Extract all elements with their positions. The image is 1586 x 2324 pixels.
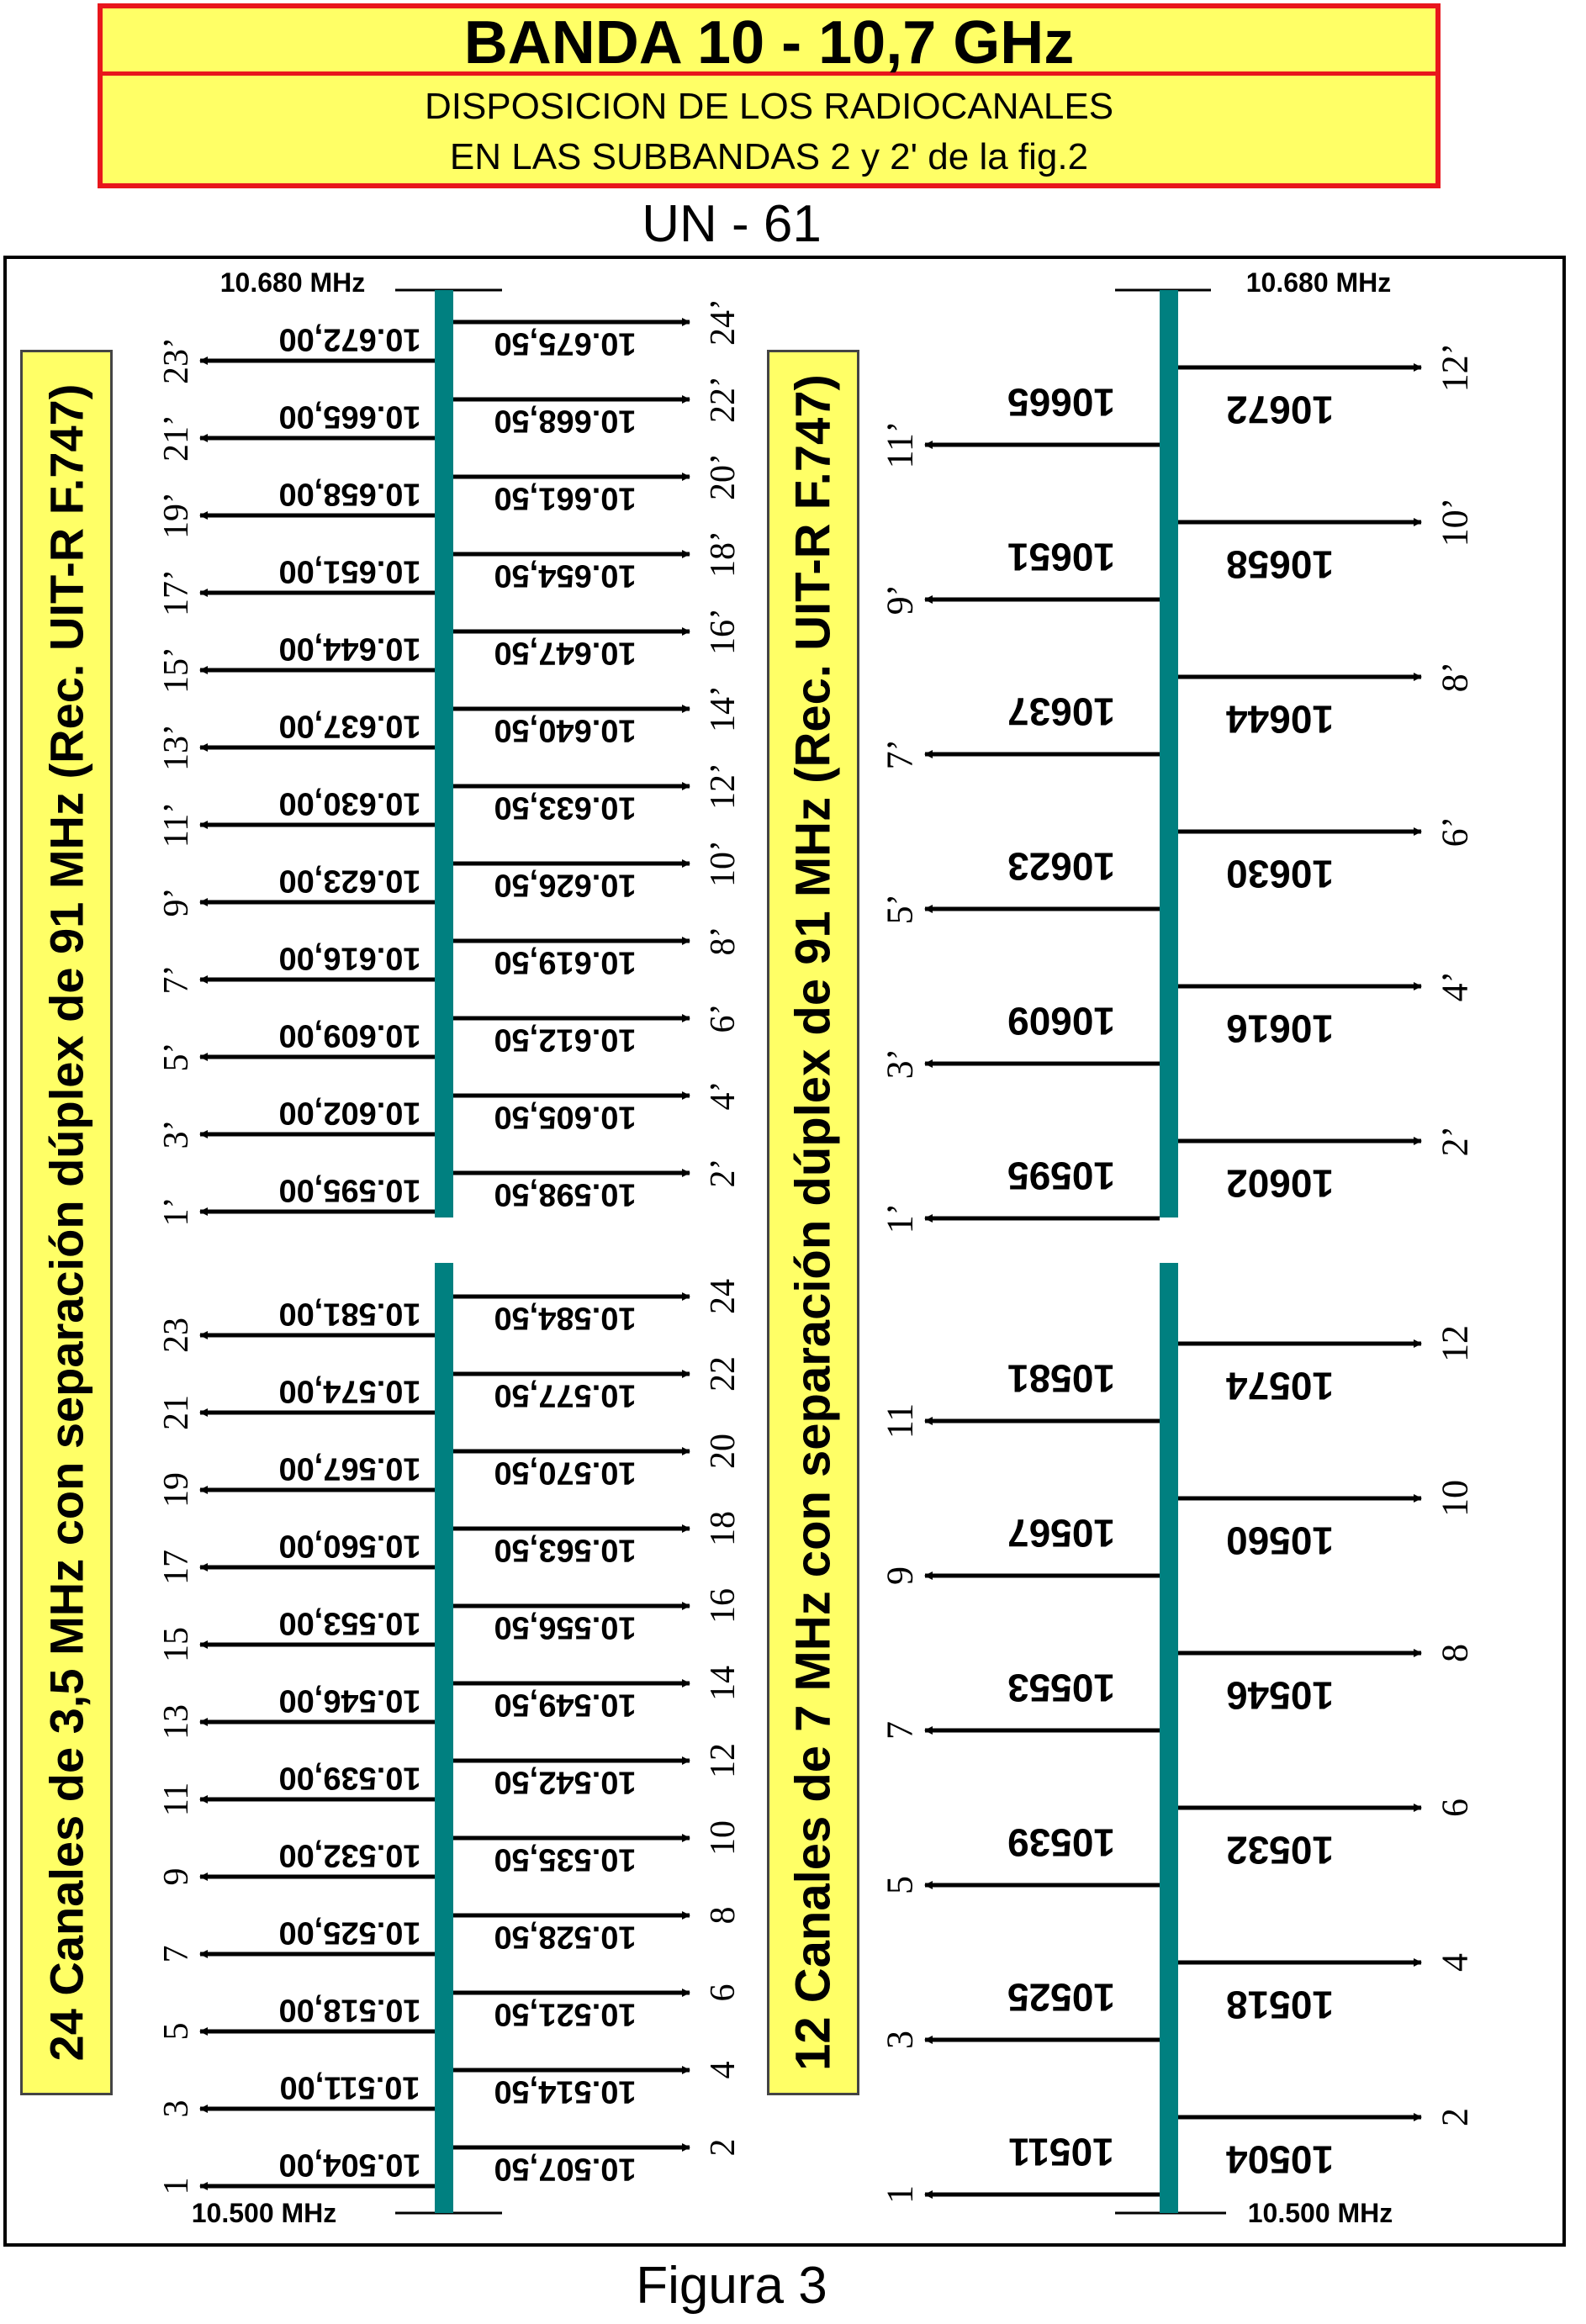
right-plan-lower-right-freq: 10518 — [1226, 1983, 1334, 2027]
left-plan-upper-left-freq: 10.665,00 — [278, 399, 421, 435]
left-plan-lower-right-freq: 10.549,50 — [494, 1687, 637, 1723]
right-plan-side-text: 12 Canales de 7 MHz con separación dúplex de 91 MHz (Rec. UIT-R F.747) — [785, 374, 841, 2071]
left-plan-upper-right-freq: 10.626,50 — [494, 867, 637, 903]
right-plan-upper-right-channel: 4’ — [1434, 970, 1476, 1002]
left-plan-lower-left-freq: 10.525,00 — [278, 1915, 421, 1951]
left-plan-lower-left-channel: 7 — [157, 1945, 196, 1963]
left-plan-top-freq: 10.680 MHz — [219, 267, 366, 298]
left-plan-upper-right-freq: 10.654,50 — [494, 557, 637, 594]
left-plan-lower-right-channel: 2 — [704, 2138, 743, 2157]
left-plan-lower-left-freq: 10.560,00 — [278, 1528, 421, 1564]
left-plan-lower-right-freq: 10.542,50 — [494, 1764, 637, 1800]
right-plan-upper-left-freq: 10651 — [1007, 535, 1115, 579]
right-plan-upper-left-channel: 1’ — [879, 1202, 921, 1234]
right-plan-lower-right-freq: 10560 — [1226, 1519, 1334, 1563]
left-plan-upper-left-freq: 10.672,00 — [278, 321, 421, 357]
left-plan-lower-right-freq: 10.535,50 — [494, 1841, 637, 1878]
left-plan-lower-right-channel: 4 — [704, 2061, 743, 2079]
right-plan-lower-left-freq: 10553 — [1007, 1666, 1115, 1710]
right-plan-upper-right-channel: 8’ — [1434, 661, 1476, 693]
right-plan-lower-channel-bar — [1160, 1263, 1178, 2213]
left-plan-upper-right-freq: 10.647,50 — [494, 635, 637, 671]
right-plan-lower-left-channel: 3 — [879, 2031, 921, 2049]
left-plan-upper-right-freq: 10.598,50 — [494, 1176, 637, 1212]
right-plan-lower-left-channel: 11 — [879, 1402, 921, 1439]
right-plan-lower-right-channel: 2 — [1434, 2108, 1476, 2126]
left-plan-upper-right-channel: 14’ — [704, 685, 743, 732]
left-plan-side-text: 24 Canales de 3,5 MHz con separación dúplex de 91 MHz (Rec. UIT-R F.747) — [40, 383, 93, 2062]
left-plan-lower-right-channel: 20 — [704, 1434, 743, 1469]
left-plan-upper-left-freq: 10.609,00 — [278, 1017, 421, 1054]
right-plan-upper-right-channel: 6’ — [1434, 816, 1476, 848]
left-plan-lower-left-freq: 10.546,00 — [278, 1682, 421, 1719]
left-plan-lower-right-channel: 22 — [704, 1356, 743, 1392]
left-plan-upper-right-channel: 12’ — [704, 763, 743, 810]
left-plan-lower-left-channel: 21 — [157, 1395, 196, 1430]
left-plan-lower-left-freq: 10.504,00 — [278, 2147, 421, 2183]
right-plan-lower-right-channel: 10 — [1434, 1480, 1476, 1517]
right-plan-upper-left-channel: 7’ — [879, 738, 921, 770]
left-plan-upper-right-freq: 10.640,50 — [494, 712, 637, 748]
right-plan-top-freq: 10.680 MHz — [1245, 267, 1392, 298]
left-plan-lower-right-freq: 10.528,50 — [494, 1919, 637, 1955]
right-plan-upper-left-channel: 11’ — [879, 420, 921, 469]
left-plan-upper-left-freq: 10.630,00 — [278, 785, 421, 821]
left-plan-upper-right-freq: 10.668,50 — [494, 403, 637, 439]
left-plan-upper-left-channel: 3’ — [157, 1119, 196, 1149]
right-plan-lower-right-freq: 10504 — [1226, 2137, 1334, 2182]
right-plan-upper-right-freq: 10672 — [1226, 388, 1334, 432]
right-plan-upper-right-freq: 10602 — [1226, 1161, 1334, 1206]
right-plan-lower-left-freq: 10511 — [1008, 2130, 1114, 2174]
right-plan-upper-channel-bar — [1160, 290, 1178, 1217]
left-plan-lower-left-channel: 1 — [157, 2177, 196, 2195]
left-plan-upper-left-freq: 10.616,00 — [278, 940, 421, 976]
left-plan-upper-right-channel: 6’ — [704, 1003, 743, 1033]
right-plan-lower-right-freq: 10532 — [1226, 1828, 1334, 1872]
left-plan-lower-left-freq: 10.574,00 — [278, 1373, 421, 1409]
right-plan-lower-right-channel: 12 — [1434, 1325, 1476, 1362]
left-plan-lower-left-channel: 3 — [157, 2100, 196, 2118]
right-plan-lower-right-freq: 10546 — [1226, 1673, 1334, 1718]
left-plan-lower-left-channel: 5 — [157, 2022, 196, 2041]
left-plan-upper-right-channel: 22’ — [704, 376, 743, 423]
left-plan-upper-right-channel: 18’ — [704, 531, 743, 578]
left-plan-lower-right-channel: 12 — [704, 1743, 743, 1778]
left-plan-upper-left-freq: 10.595,00 — [278, 1172, 421, 1208]
right-plan-upper-left-freq: 10609 — [1007, 999, 1115, 1043]
left-plan-upper-left-channel: 13’ — [157, 724, 196, 771]
left-plan-upper-left-channel: 11’ — [157, 801, 196, 848]
left-plan-bottom-freq: 10.500 MHz — [191, 2198, 337, 2228]
right-plan-upper-right-freq: 10644 — [1226, 697, 1334, 742]
left-plan-lower-left-channel: 9 — [157, 1867, 196, 1886]
band-title: BANDA 10 - 10,7 GHz — [103, 8, 1435, 76]
left-plan-upper-channel-bar — [435, 290, 453, 1217]
right-plan-upper-left-freq: 10665 — [1007, 380, 1115, 425]
right-plan-upper-right-freq: 10630 — [1226, 852, 1334, 896]
left-plan-lower-left-channel: 13 — [157, 1704, 196, 1740]
left-plan-lower-left-channel: 15 — [157, 1627, 196, 1662]
left-plan-upper-left-channel: 7’ — [157, 964, 196, 995]
left-plan-upper-left-freq: 10.623,00 — [278, 863, 421, 899]
right-plan-upper-left-channel: 9’ — [879, 584, 921, 615]
left-plan-upper-left-channel: 23’ — [157, 337, 196, 384]
left-plan-upper-right-channel: 10’ — [704, 840, 743, 887]
left-plan-upper-left-freq: 10.602,00 — [278, 1095, 421, 1131]
left-plan-upper-left-freq: 10.658,00 — [278, 476, 421, 512]
right-plan-lower-right-freq: 10574 — [1226, 1364, 1334, 1408]
figure-caption: Figura 3 — [636, 2257, 827, 2315]
plan-label: UN - 61 — [642, 195, 822, 253]
right-plan-lower-left-freq: 10539 — [1007, 1820, 1115, 1865]
left-plan-lower-left-freq: 10.567,00 — [278, 1450, 421, 1487]
left-plan-lower-right-channel: 24 — [704, 1279, 743, 1314]
left-plan-lower-left-freq: 10.511,00 — [279, 2069, 420, 2105]
right-plan-upper-left-channel: 5’ — [879, 893, 921, 925]
right-plan-upper-left-freq: 10623 — [1007, 844, 1115, 889]
left-plan-lower-left-channel: 23 — [157, 1318, 196, 1353]
right-plan-upper-right-freq: 10658 — [1226, 542, 1334, 587]
left-plan-upper-left-channel: 17’ — [157, 569, 196, 616]
right-plan-lower-left-channel: 9 — [879, 1566, 921, 1585]
right-plan-upper-right-channel: 10’ — [1434, 497, 1476, 547]
right-plan-lower-left-channel: 7 — [879, 1721, 921, 1740]
left-plan-lower-right-freq: 10.514,50 — [494, 2073, 637, 2110]
left-plan-lower-left-channel: 17 — [157, 1550, 196, 1585]
right-plan-upper-right-channel: 2’ — [1434, 1125, 1476, 1157]
left-plan-lower-left-channel: 19 — [157, 1472, 196, 1508]
left-plan-upper-right-channel: 8’ — [704, 926, 743, 956]
left-plan-lower-left-channel: 11 — [157, 1782, 196, 1817]
left-plan-lower-right-freq: 10.563,50 — [494, 1532, 637, 1568]
right-plan-lower-left-freq: 10525 — [1007, 1975, 1115, 2020]
left-plan-lower-left-freq: 10.539,00 — [278, 1760, 421, 1796]
left-plan-lower-left-freq: 10.532,00 — [278, 1837, 421, 1873]
left-plan-upper-right-freq: 10.675,50 — [494, 325, 637, 362]
left-plan-upper-left-channel: 19’ — [157, 492, 196, 539]
left-plan-upper-right-channel: 16’ — [704, 608, 743, 655]
left-plan-lower-right-channel: 14 — [704, 1666, 743, 1701]
title-subline-2: EN LAS SUBBANDAS 2 y 2' de la fig.2 — [449, 136, 1089, 177]
title-subline-1: DISPOSICION DE LOS RADIOCANALES — [424, 86, 1114, 127]
left-plan-lower-right-channel: 18 — [704, 1511, 743, 1546]
left-plan-upper-left-channel: 21’ — [157, 415, 196, 462]
left-plan-lower-right-freq: 10.507,50 — [494, 2151, 637, 2187]
left-plan-upper-left-freq: 10.651,00 — [278, 553, 421, 589]
left-plan-lower-left-freq: 10.518,00 — [278, 1992, 421, 2028]
left-plan-lower-right-freq: 10.577,50 — [494, 1377, 637, 1413]
left-plan-lower-right-channel: 8 — [704, 1906, 743, 1925]
left-plan-upper-right-freq: 10.612,50 — [494, 1022, 637, 1058]
left-plan-lower-right-freq: 10.570,50 — [494, 1455, 637, 1491]
left-plan-upper-right-channel: 2’ — [704, 1158, 743, 1188]
right-plan-lower-right-channel: 6 — [1434, 1798, 1476, 1817]
right-plan-lower-left-freq: 10567 — [1007, 1511, 1115, 1555]
right-plan-upper-left-freq: 10637 — [1007, 689, 1115, 734]
right-plan-lower-left-freq: 10581 — [1007, 1356, 1115, 1401]
left-plan-upper-left-freq: 10.644,00 — [278, 631, 421, 667]
right-plan-upper-left-channel: 3’ — [879, 1048, 921, 1080]
left-plan-lower-left-freq: 10.581,00 — [278, 1296, 421, 1332]
left-plan-upper-right-freq: 10.661,50 — [494, 480, 637, 516]
right-plan-lower-left-channel: 1 — [879, 2185, 921, 2204]
left-plan-lower-right-freq: 10.521,50 — [494, 1996, 637, 2032]
right-plan-upper-left-freq: 10595 — [1007, 1154, 1115, 1198]
left-plan-upper-left-freq: 10.637,00 — [278, 708, 421, 744]
left-plan-upper-right-freq: 10.619,50 — [494, 944, 637, 980]
left-plan-lower-left-freq: 10.553,00 — [278, 1605, 421, 1641]
right-plan-lower-right-channel: 4 — [1434, 1953, 1476, 1972]
left-plan-lower-right-channel: 10 — [704, 1820, 743, 1856]
right-plan-upper-right-freq: 10616 — [1226, 1006, 1334, 1051]
left-plan-upper-right-freq: 10.633,50 — [494, 790, 637, 826]
left-plan-lower-right-freq: 10.556,50 — [494, 1609, 637, 1645]
left-plan-upper-right-channel: 24’ — [704, 298, 743, 346]
right-plan-bottom-freq: 10.500 MHz — [1247, 2198, 1393, 2228]
right-plan-lower-right-channel: 8 — [1434, 1644, 1476, 1662]
left-plan-lower-right-channel: 16 — [704, 1588, 743, 1624]
left-plan-upper-right-freq: 10.605,50 — [494, 1099, 637, 1135]
left-plan-upper-left-channel: 5’ — [157, 1042, 196, 1072]
left-plan-lower-right-freq: 10.584,50 — [494, 1300, 637, 1336]
left-plan-lower-right-channel: 6 — [704, 1983, 743, 2002]
left-plan-upper-right-channel: 20’ — [704, 453, 743, 500]
left-plan-lower-channel-bar — [435, 1263, 453, 2213]
left-plan-upper-right-channel: 4’ — [704, 1080, 743, 1111]
right-plan-lower-left-channel: 5 — [879, 1876, 921, 1894]
left-plan-upper-left-channel: 9’ — [157, 887, 196, 917]
left-plan-upper-left-channel: 15’ — [157, 647, 196, 694]
left-plan-upper-left-channel: 1’ — [157, 1196, 196, 1227]
right-plan-upper-right-channel: 12’ — [1434, 342, 1476, 393]
